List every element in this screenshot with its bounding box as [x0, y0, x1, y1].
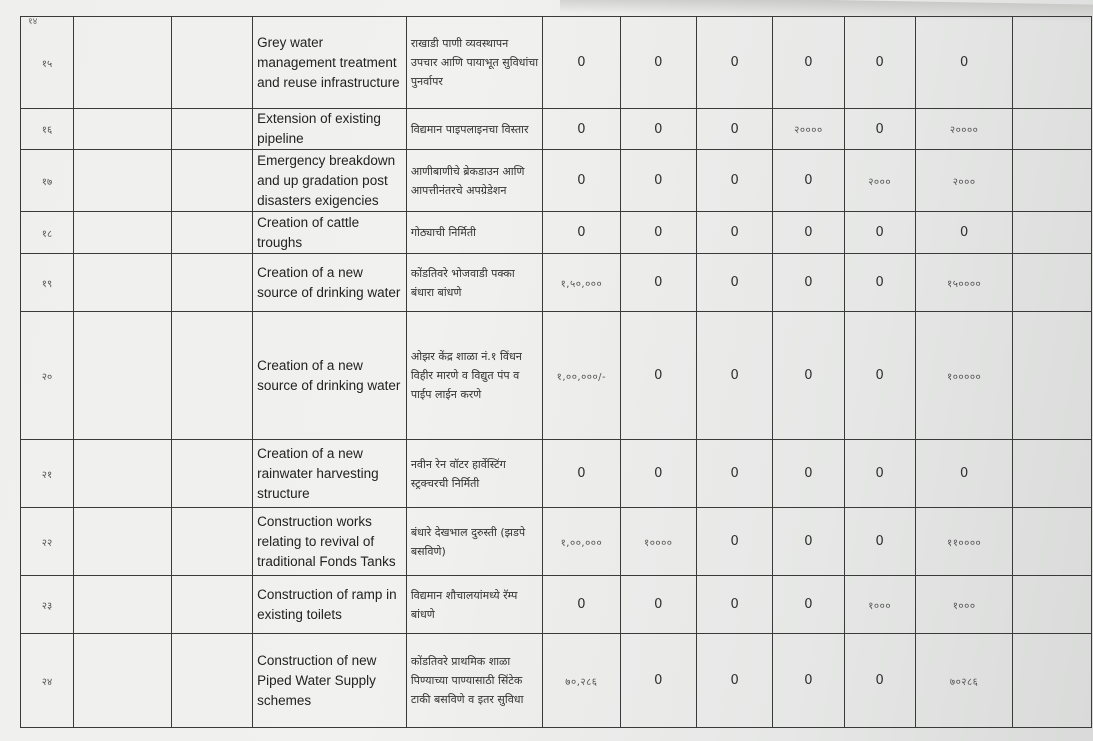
amount-cell: १५०००० [915, 254, 1013, 312]
serial-number: २२ [21, 508, 74, 576]
table-row [21, 150, 1092, 212]
amount-cell: 0 [620, 576, 696, 634]
table-row [21, 576, 1092, 634]
serial-number: १९ [21, 254, 74, 312]
amount-cell: 0 [844, 634, 915, 728]
work-name-english: Grey water management treatment and reuse infrastructure [253, 17, 407, 109]
amount-cell: 0 [773, 576, 844, 634]
amount-cell: 0 [620, 150, 696, 212]
blank-cell [73, 312, 171, 440]
amount-cell: ७०२८६ [915, 634, 1013, 728]
amount-cell: १,५०,००० [543, 254, 620, 312]
remarks-cell [1013, 312, 1092, 440]
amount-cell: 0 [696, 508, 772, 576]
amount-cell: 0 [620, 254, 696, 312]
amount-cell: 0 [915, 17, 1013, 109]
corner-mark: १४ [28, 17, 38, 27]
serial-number: २४ [21, 634, 74, 728]
amount-cell: 0 [844, 212, 915, 254]
blank-cell [171, 440, 252, 508]
amount-cell: 0 [773, 440, 844, 508]
blank-cell [171, 576, 252, 634]
amount-cell: 0 [696, 254, 772, 312]
amount-cell: 0 [696, 212, 772, 254]
serial-number: १७ [21, 150, 74, 212]
work-name-english: Construction works relating to revival of traditional Fonds Tanks [253, 508, 407, 576]
work-name-english: Creation of a new source of drinking water [253, 312, 407, 440]
remarks-cell [1013, 254, 1092, 312]
remarks-cell [1013, 212, 1092, 254]
amount-cell: 0 [543, 17, 620, 109]
work-name-marathi: राखाडी पाणी व्यवस्थापन उपचार आणि पायाभूत सुविधांचा पुनर्वापर [406, 17, 542, 109]
amount-cell: 0 [915, 212, 1013, 254]
blank-cell [73, 254, 171, 312]
work-name-marathi: विद्यमान पाइपलाइनचा विस्तार [406, 109, 542, 150]
remarks-cell [1013, 440, 1092, 508]
blank-cell [73, 17, 171, 109]
remarks-cell [1013, 576, 1092, 634]
amount-cell: 0 [696, 150, 772, 212]
work-name-english: Construction of ramp in existing toilets [253, 576, 407, 634]
amount-cell: १००० [915, 576, 1013, 634]
work-name-marathi: बंधारे देखभाल दुरुस्ती (झडपे बसविणे) [406, 508, 542, 576]
amount-cell: 0 [773, 17, 844, 109]
amount-cell: 0 [844, 17, 915, 109]
amount-cell: 0 [620, 312, 696, 440]
amount-cell: 0 [696, 634, 772, 728]
amount-cell: 0 [543, 212, 620, 254]
amount-cell: 0 [773, 634, 844, 728]
amount-cell: ७०,२८६ [543, 634, 620, 728]
serial-number: १८ [21, 212, 74, 254]
amount-cell: १,००,००० [543, 508, 620, 576]
amount-cell: २००० [915, 150, 1013, 212]
work-name-english: Creation of cattle troughs [253, 212, 407, 254]
amount-cell: १,००,०००/- [543, 312, 620, 440]
amount-cell: 0 [696, 576, 772, 634]
amount-cell: 0 [620, 440, 696, 508]
work-name-english: Construction of new Piped Water Supply schemes [253, 634, 407, 728]
serial-number: १५ [21, 17, 74, 109]
amount-cell: 0 [543, 109, 620, 150]
blank-cell [171, 312, 252, 440]
serial-number: २० [21, 312, 74, 440]
amount-cell: 0 [773, 212, 844, 254]
blank-cell [171, 634, 252, 728]
amount-cell: 0 [773, 150, 844, 212]
blank-cell [171, 109, 252, 150]
amount-cell: 0 [844, 440, 915, 508]
blank-cell [171, 254, 252, 312]
amount-cell: 0 [620, 634, 696, 728]
table-row [21, 312, 1092, 440]
work-name-marathi: विद्यमान शौचालयांमध्ये रॅम्प बांधणे [406, 576, 542, 634]
table-row [21, 508, 1092, 576]
serial-number: २१ [21, 440, 74, 508]
amount-cell: 0 [696, 109, 772, 150]
amount-cell: 0 [696, 440, 772, 508]
amount-cell: २०००० [915, 109, 1013, 150]
table-row [21, 109, 1092, 150]
amount-cell: 0 [696, 312, 772, 440]
work-name-english: Creation of a new rainwater harvesting structure [253, 440, 407, 508]
blank-cell [171, 150, 252, 212]
blank-cell [73, 150, 171, 212]
serial-number: १६ [21, 109, 74, 150]
amount-cell: १०००० [620, 508, 696, 576]
work-name-marathi: कोंडतिवरे भोजवाडी पक्का बंधारा बांधणे [406, 254, 542, 312]
amount-cell: 0 [844, 109, 915, 150]
work-name-english: Extension of existing pipeline [253, 109, 407, 150]
amount-cell: ११०००० [915, 508, 1013, 576]
blank-cell [73, 440, 171, 508]
work-name-marathi: नवीन रेन वॉटर हार्वेस्टिंग स्ट्रक्चरची निर्मिती [406, 440, 542, 508]
remarks-cell [1013, 508, 1092, 576]
amount-cell: 0 [915, 440, 1013, 508]
amount-cell: 0 [620, 212, 696, 254]
work-name-marathi: कोंडतिवरे प्राथमिक शाळा पिण्याच्या पाण्यासाठी सिंटेक टाकी बसविणे व इतर सुविधा [406, 634, 542, 728]
amount-cell: 0 [620, 109, 696, 150]
remarks-cell [1013, 17, 1092, 109]
blank-cell [73, 508, 171, 576]
table-row [21, 634, 1092, 728]
work-name-english: Creation of a new source of drinking water [253, 254, 407, 312]
amount-cell: १००० [844, 576, 915, 634]
table-row [21, 254, 1092, 312]
amount-cell: 0 [773, 312, 844, 440]
blank-cell [171, 17, 252, 109]
blank-cell [171, 508, 252, 576]
serial-number: २३ [21, 576, 74, 634]
amount-cell: 0 [543, 440, 620, 508]
work-name-marathi: आणीबाणीचे ब्रेकडाउन आणि आपत्तीनंतरचे अपग्रेडेशन [406, 150, 542, 212]
works-table [20, 16, 1092, 728]
remarks-cell [1013, 150, 1092, 212]
blank-cell [73, 576, 171, 634]
remarks-cell [1013, 634, 1092, 728]
table-row [21, 440, 1092, 508]
amount-cell: 0 [543, 576, 620, 634]
blank-cell [73, 634, 171, 728]
amount-cell: 0 [844, 254, 915, 312]
amount-cell: २०००० [773, 109, 844, 150]
amount-cell: 0 [773, 254, 844, 312]
blank-cell [171, 212, 252, 254]
table-row [21, 212, 1092, 254]
table-row [21, 17, 1092, 109]
work-name-marathi: ओझर केंद्र शाळा नं.१ विंधन विहीर मारणे व विद्युत पंप व पाईप लाईन करणे [406, 312, 542, 440]
blank-cell [73, 109, 171, 150]
work-name-marathi: गोठ्याची निर्मिती [406, 212, 542, 254]
amount-cell: १००००० [915, 312, 1013, 440]
work-name-english: Emergency breakdown and up gradation post disasters exigencies [253, 150, 407, 212]
remarks-cell [1013, 109, 1092, 150]
amount-cell: २००० [844, 150, 915, 212]
amount-cell: 0 [620, 17, 696, 109]
blank-cell [73, 212, 171, 254]
amount-cell: 0 [773, 508, 844, 576]
amount-cell: 0 [696, 17, 772, 109]
amount-cell: 0 [844, 508, 915, 576]
amount-cell: 0 [543, 150, 620, 212]
amount-cell: 0 [844, 312, 915, 440]
